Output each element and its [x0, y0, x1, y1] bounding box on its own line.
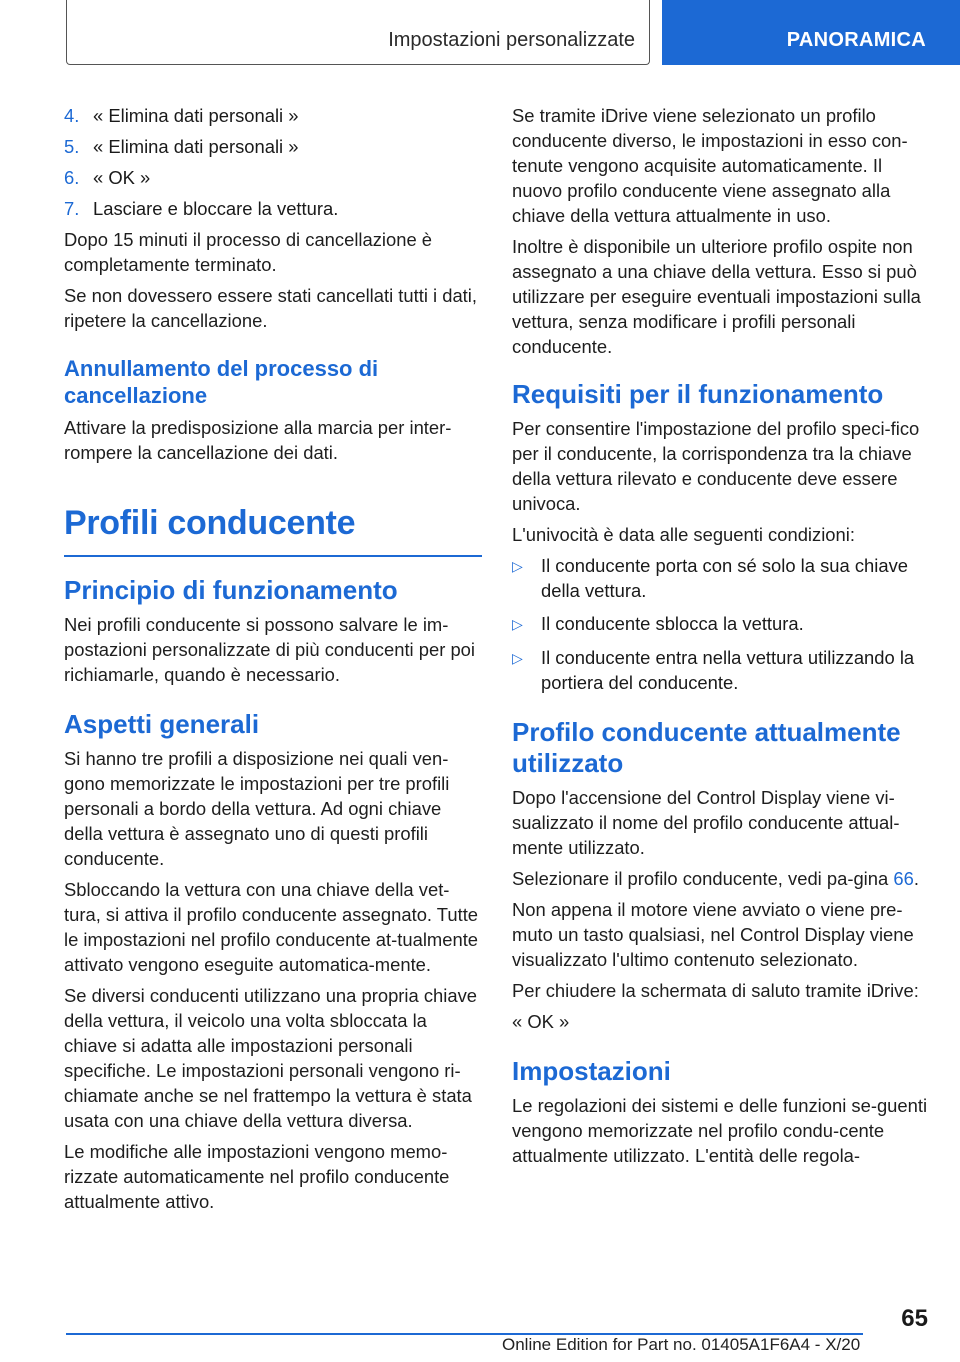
- step-item: [64, 134, 482, 159]
- step-item: [64, 103, 482, 128]
- paragraph-aspetti-4: Le modifiche alle impostazioni vengono memo-rizzate automaticamente nel profilo conducente attualmente attivo.: [64, 1141, 450, 1212]
- triangle-right-icon: ▷: [512, 650, 523, 666]
- heading-impostazioni: Impostazioni: [512, 1056, 671, 1086]
- chapter-divider: [64, 555, 482, 557]
- paragraph-attuale-4: Per chiudere la schermata di saluto tramite iDrive:: [512, 980, 919, 1001]
- list-item-text: Il conducente porta con sé solo la sua chiave della vettura.: [541, 555, 909, 601]
- header-section-box: [66, 0, 650, 65]
- heading-principio: Principio di funzionamento: [64, 575, 398, 605]
- paragraph-deletion-time: Dopo 15 minuti il processo di cancellazione è completamente terminato.: [64, 229, 433, 275]
- step-number: 6.: [64, 167, 80, 188]
- right-column: [512, 103, 930, 1174]
- step-item: [64, 165, 482, 190]
- paragraph-principio: Nei profili conducente si possono salvare le im-postazioni personalizzate di più conducenti per poi richiamarle, quando è necessario.: [64, 614, 475, 685]
- heading-annullamento: Annullamento del processo di cancellazione: [64, 356, 379, 408]
- heading-aspetti: Aspetti generali: [64, 709, 260, 739]
- paragraph-attuale-3: Non appena il motore viene avviato o viene pre-muto un tasto qualsiasi, nel Control Display viene visualizzato l'ultimo contenuto selezionato.: [512, 899, 914, 970]
- left-column: [64, 103, 482, 1220]
- heading-requisiti: Requisiti per il funzionamento: [512, 379, 884, 409]
- paragraph-attuale-1: Dopo l'accensione del Control Display viene vi-sualizzato il nome del profilo conducente attual-mente utilizzato.: [512, 787, 900, 858]
- footer-edition: Online Edition for Part no. 01405A1F6A4 - X/20: [502, 1335, 861, 1354]
- paragraph-intro-2: Inoltre è disponibile un ulteriore profilo ospite non assegnato a una chiave della vettura. Esso si può utilizzare per eseguire eventuali impostazioni sulla vettura, senza modificare i profili personali conducente.: [512, 236, 921, 357]
- paragraph-attuale-5: « OK »: [512, 1011, 570, 1032]
- paragraph-impostazioni: Le regolazioni dei sistemi e delle funzioni se-guenti vengono memorizzate nel profilo condu-cente attualmente utilizzato. L'entità delle regola-: [512, 1095, 928, 1166]
- step-text: « OK »: [93, 167, 151, 188]
- step-number: 7.: [64, 198, 80, 219]
- step-list: [64, 103, 482, 221]
- paragraph-annullamento: Attivare la predisposizione alla marcia per inter-rompere la cancellazione dei dati.: [64, 417, 452, 463]
- page-link-66[interactable]: 66: [893, 868, 914, 889]
- paragraph-requisiti-1: Per consentire l'impostazione del profilo speci-fico per il conducente, la corrispondenza tra la chiave della vettura rilevato e conducente deve essere univoca.: [512, 418, 920, 514]
- paragraph-aspetti-2: Sbloccando la vettura con una chiave della vet-tura, si attiva il profilo conducente assegnato. Tutte le impostazioni nel profilo conducente at-tualmente attivato vengono eseguite automatica-mente.: [64, 879, 479, 975]
- list-item: [512, 553, 930, 603]
- heading-attuale: Profilo conducente attualmente utilizzato: [512, 717, 901, 778]
- list-item: [512, 611, 930, 637]
- condition-list: [512, 553, 930, 695]
- paragraph-attuale-2-text: Selezionare il profilo conducente, vedi pa-gina: [512, 868, 894, 889]
- paragraph-repeat-deletion: Se non dovessero essere stati cancellati tutti i dati, ripetere la cancellazione.: [64, 285, 477, 331]
- paragraph-aspetti-1: Si hanno tre profili a disposizione nei quali ven-gono memorizzate le impostazioni per tre profili personali a bordo della vettura. Ad ogni chiave della vettura è assegnato uno di questi profili conducente.: [64, 748, 450, 869]
- step-text: Lasciare e bloccare la vettura.: [93, 198, 339, 219]
- step-item: [64, 196, 482, 221]
- triangle-right-icon: ▷: [512, 616, 523, 632]
- paragraph-requisiti-2: L'univocità è data alle seguenti condizioni:: [512, 524, 855, 545]
- page-number: 65: [901, 1305, 928, 1332]
- tab-panoramica-label: PANORAMICA: [786, 29, 926, 51]
- paragraph-attuale-2: [512, 866, 930, 891]
- step-number: 4.: [64, 105, 80, 126]
- paragraph-attuale-2-end: .: [913, 868, 919, 889]
- step-number: 5.: [64, 136, 80, 157]
- list-item-text: Il conducente sblocca la vettura.: [541, 613, 804, 634]
- tab-panoramica[interactable]: [662, 0, 960, 65]
- chapter-title: Profili conducente: [64, 504, 356, 542]
- section-title: Impostazioni personalizzate: [388, 29, 635, 51]
- step-text: « Elimina dati personali »: [93, 136, 299, 157]
- paragraph-intro-1: Se tramite iDrive viene selezionato un profilo conducente diverso, le impostazioni in esso con-tenute vengono acquisite automaticamente. Il nuovo profilo conducente viene assegnato alla chiave della vettura attualmente in uso.: [512, 105, 908, 226]
- list-item-text: Il conducente entra nella vettura utilizzando la portiera del conducente.: [541, 647, 915, 693]
- list-item: [512, 645, 930, 695]
- paragraph-aspetti-3: Se diversi conducenti utilizzano una propria chiave della vettura, il veicolo una volta sbloccata la chiave si adatta alle impostazioni personali specifiche. Le impostazioni personali vengono ri-chiamate anche se nel frattempo la vettura è stata usata con una chiave della vettura diversa.: [64, 985, 478, 1131]
- triangle-right-icon: ▷: [512, 558, 523, 574]
- step-text: « Elimina dati personali »: [93, 105, 299, 126]
